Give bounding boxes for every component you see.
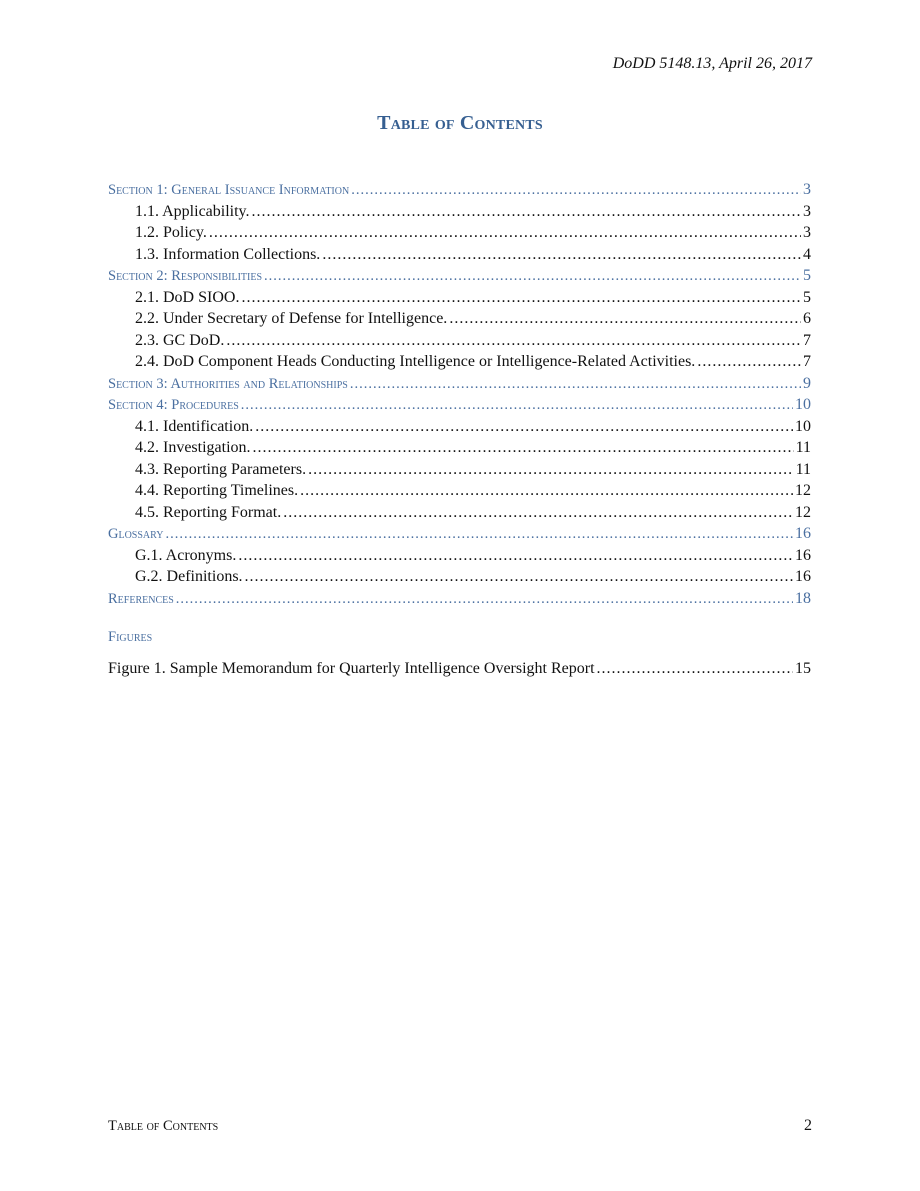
toc-entry-link[interactable]: [108, 201, 811, 223]
dot-leader: [238, 545, 793, 567]
footer-page-number: 2: [804, 1117, 812, 1134]
toc-entry-label: G.2. Definitions.: [135, 568, 243, 585]
toc-entry-label: 1.1. Applicability.: [135, 202, 250, 220]
toc-page-number: 6: [803, 310, 811, 327]
dot-leader: [350, 374, 801, 395]
toc-entry-link[interactable]: [108, 566, 811, 588]
toc-page-number: 7: [803, 331, 811, 349]
toc-page-number: 3: [803, 181, 811, 198]
dot-leader: [322, 244, 801, 266]
toc-page-number: 15: [795, 660, 811, 677]
toc-page-number: 16: [795, 568, 811, 585]
dot-leader: [283, 502, 793, 524]
footer-section-label: Table of Contents: [108, 1118, 219, 1134]
toc-entry-label: References: [108, 590, 174, 607]
toc-page-number: 5: [803, 267, 811, 284]
toc-entry-link[interactable]: [108, 330, 811, 352]
toc-entry-label: G.1. Acronyms.: [135, 546, 237, 564]
dot-leader: [176, 589, 793, 610]
dot-leader: [264, 266, 801, 287]
toc-page-number: 10: [795, 396, 811, 413]
figures-heading: Figures: [108, 629, 153, 645]
toc-page-number: 11: [795, 439, 811, 456]
toc-entry-label: 2.3. GC DoD.: [135, 331, 225, 349]
toc-section-link[interactable]: [108, 394, 811, 416]
toc-page-number: 5: [803, 288, 811, 306]
dot-leader: [597, 658, 793, 680]
toc-entry-label: Section 2: Responsibilities: [108, 268, 263, 284]
table-of-contents: [108, 179, 811, 609]
toc-page-number: 18: [795, 589, 811, 607]
toc-entry-label: Section 4: Procedures: [108, 397, 239, 413]
dot-leader: [226, 330, 801, 352]
dot-leader: [209, 222, 801, 244]
toc-page-number: 9: [803, 374, 811, 392]
toc-section-link[interactable]: [108, 179, 811, 201]
toc-entry-label: 4.2. Investigation.: [135, 439, 251, 456]
toc-entry-link[interactable]: [108, 244, 811, 266]
dot-leader: [308, 459, 794, 481]
toc-entry-link[interactable]: [108, 480, 811, 502]
toc-entry-label: 2.1. DoD SIOO.: [135, 288, 240, 306]
toc-page-number: 16: [795, 525, 811, 542]
toc-entry-link[interactable]: [108, 459, 811, 481]
toc-page-number: 16: [795, 546, 811, 564]
toc-entry-link[interactable]: [108, 502, 811, 524]
toc-section-link[interactable]: [108, 523, 811, 545]
dot-leader: [255, 416, 793, 438]
dot-leader: [241, 287, 801, 309]
toc-page-number: 4: [803, 245, 811, 263]
toc-entry-link[interactable]: [108, 308, 811, 330]
toc-entry-label: 4.5. Reporting Format.: [135, 503, 282, 521]
toc-section-link[interactable]: [108, 373, 811, 395]
document-id-date: DoDD 5148.13, April 26, 2017: [612, 55, 812, 72]
dot-leader: [697, 351, 801, 373]
toc-entry-label: 1.2. Policy.: [135, 224, 207, 241]
toc-section-link[interactable]: [108, 588, 811, 610]
toc-entry-label: Glossary: [108, 526, 164, 542]
toc-page-number: 12: [795, 503, 811, 521]
toc-page-number: 10: [795, 417, 811, 435]
dot-leader: [252, 201, 801, 223]
dot-leader: [245, 566, 793, 588]
toc-entry-link[interactable]: [108, 222, 811, 244]
figures-list: [108, 658, 811, 680]
toc-entry-label: 2.4. DoD Component Heads Conducting Intelligence or Intelligence-Related Activities.: [135, 353, 696, 370]
toc-entry-link[interactable]: [108, 287, 811, 309]
dot-leader: [449, 308, 801, 330]
toc-entry-label: 4.3. Reporting Parameters.: [135, 460, 307, 478]
toc-section-link[interactable]: [108, 265, 811, 287]
figure-entry-link[interactable]: [108, 658, 811, 680]
toc-page-number: 11: [795, 460, 811, 478]
toc-entry-label: Section 3: Authorities and Relationships: [108, 375, 348, 392]
dot-leader: [241, 395, 793, 416]
dot-leader: [351, 180, 801, 201]
dot-leader: [253, 437, 794, 459]
toc-page-number: 3: [803, 224, 811, 241]
toc-entry-label: 4.1. Identification.: [135, 417, 254, 435]
toc-page-number: 7: [803, 353, 811, 370]
toc-entry-label: Section 1: General Issuance Information: [108, 182, 350, 198]
page-title: Table of Contents: [377, 112, 543, 134]
toc-entry-link[interactable]: [108, 437, 811, 459]
toc-entry-label: 2.2. Under Secretary of Defense for Intelligence.: [135, 310, 448, 327]
toc-entry-label: 4.4. Reporting Timelines.: [135, 482, 299, 499]
toc-entry-label: 1.3. Information Collections.: [135, 245, 321, 263]
toc-entry-link[interactable]: [108, 416, 811, 438]
dot-leader: [166, 524, 794, 545]
toc-entry-link[interactable]: [108, 545, 811, 567]
toc-entry-link[interactable]: [108, 351, 811, 373]
toc-entry-label: Figure 1. Sample Memorandum for Quarterly Intelligence Oversight Report: [108, 660, 595, 677]
dot-leader: [300, 480, 793, 502]
toc-page-number: 3: [803, 202, 811, 220]
toc-page-number: 12: [795, 482, 811, 499]
